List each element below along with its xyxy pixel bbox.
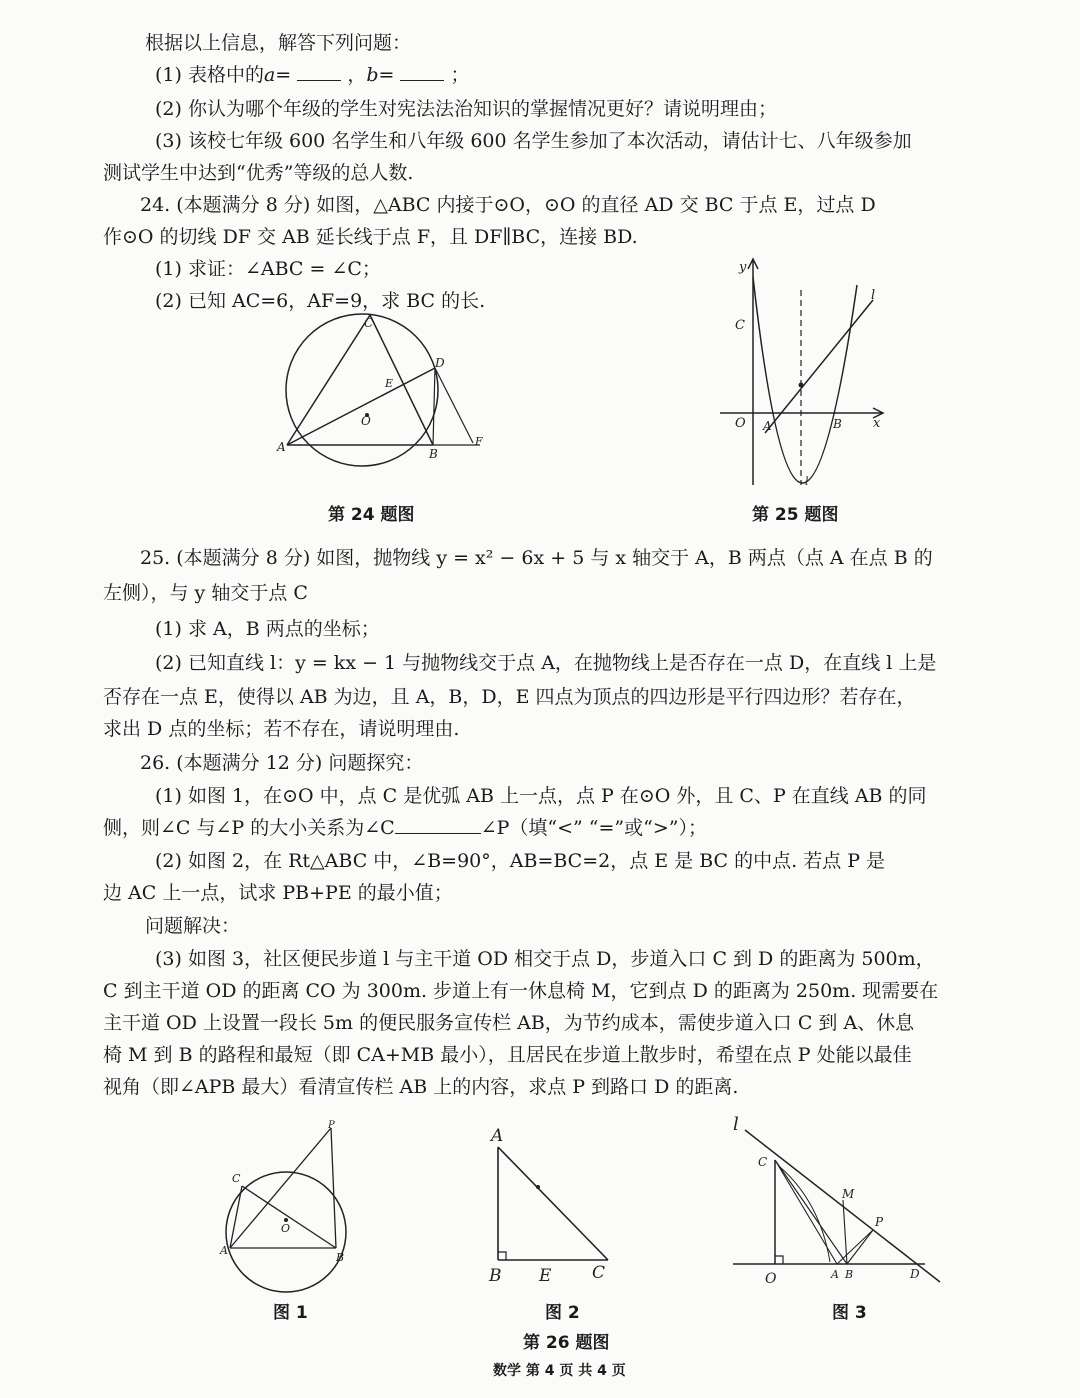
svg-text:E: E (385, 377, 394, 390)
svg-text:A: A (831, 1268, 839, 1281)
problem26-part3-c: 主干道 OD 上设置一段长 5m 的便民服务宣传栏 AB，为节约成本，需使步道入口 C 到 A、休息 (103, 1012, 915, 1034)
svg-text:D: D (435, 356, 445, 370)
problem26-part1-b: 侧，则∠C 与∠P 的大小关系为∠C ∠P（填“<” “=”或“>”）； (103, 817, 707, 839)
svg-text:C: C (592, 1263, 606, 1283)
svg-text:B: B (845, 1268, 854, 1281)
svg-text:B: B (489, 1266, 502, 1286)
svg-text:P: P (328, 1120, 335, 1131)
svg-text:A: A (220, 1244, 228, 1257)
svg-text:O: O (361, 414, 371, 428)
problem24-line-b: 作⊙O 的切线 DF 交 AB 延长线于点 F，且 DF∥BC，连接 BD. (103, 226, 638, 248)
svg-text:M: M (842, 1187, 855, 1201)
svg-text:A: A (277, 440, 286, 454)
caption-fig3: 图 3 (832, 1303, 867, 1323)
problem25-part2-a: (2) 已知直线 l：y = kx − 1 与抛物线交于点 A，在抛物线上是否存在一点 D，在直线 l 上是 (155, 652, 937, 674)
q2-line: (2) 你认为哪个年级的学生对宪法法治知识的掌握情况更好？请说明理由； (155, 98, 777, 120)
q1-line: (1) 表格中的a= ，b= ； (155, 64, 470, 86)
svg-text:x: x (873, 416, 881, 431)
problem25-line-b: 左侧），与 y 轴交于点 C (103, 582, 308, 604)
problem24-part2: (2) 已知 AC=6，AF=9，求 BC 的长. (155, 290, 486, 312)
problem26-part2-b: 边 AC 上一点，试求 PB+PE 的最小值； (103, 882, 453, 904)
svg-text:A: A (763, 419, 772, 433)
svg-text:B: B (429, 447, 438, 461)
svg-text:l: l (733, 1114, 739, 1135)
svg-text:O: O (281, 1222, 291, 1235)
problem26-part3-e: 视角（即∠APB 最大）看清宣传栏 AB 上的内容，求点 P 到路口 D 的距离. (103, 1076, 739, 1098)
svg-text:B: B (336, 1251, 345, 1264)
problem26-part3-d: 椅 M 到 B 的路程和最短（即 CA+MB 最小），且居民在步道上散步时，希望在点 P 处能以最佳 (103, 1044, 912, 1066)
svg-text:P: P (875, 1215, 884, 1229)
caption-fig2: 图 2 (545, 1303, 580, 1323)
figure-25 (715, 255, 895, 495)
caption-fig25: 第 25 题图 (752, 505, 839, 525)
problem25-part2-c: 求出 D 点的坐标；若不存在，请说明理由. (103, 718, 460, 740)
figure-26-2 (488, 1125, 628, 1285)
page-footer: 数学 第 4 页 共 4 页 (493, 1363, 626, 1379)
figure-26-3 (725, 1112, 945, 1287)
svg-text:y: y (739, 260, 747, 275)
problem26-part2-a: (2) 如图 2，在 Rt△ABC 中，∠B=90°，AB=BC=2，点 E 是 BC 的中点. 若点 P 是 (155, 850, 886, 872)
caption-fig24: 第 24 题图 (328, 505, 415, 525)
figure-24 (275, 305, 505, 461)
blank-a[interactable] (297, 62, 341, 81)
svg-text:l: l (871, 288, 876, 303)
figure-26-1 (218, 1120, 358, 1300)
svg-text:O: O (765, 1271, 777, 1287)
svg-text:l: l (805, 475, 809, 488)
caption-fig1: 图 1 (273, 1303, 308, 1323)
svg-text:A: A (491, 1126, 504, 1146)
blank-b[interactable] (400, 62, 444, 81)
q3-line-a: (3) 该校七年级 600 名学生和八年级 600 名学生参加了本次活动，请估计七、八年级参加 (155, 130, 912, 152)
svg-text:B: B (833, 417, 842, 431)
problem25-part2-b: 否存在一点 E，使得以 AB 为边，且 A，B，D，E 四点为顶点的四边形是平行四边形？若存在， (103, 686, 916, 708)
svg-text:C: C (758, 1155, 768, 1169)
problem25-part1: (1) 求 A，B 两点的坐标； (155, 618, 380, 640)
svg-text:F: F (475, 435, 483, 448)
problem26-part3-a: (3) 如图 3，社区便民步道 l 与主干道 OD 相交于点 D，步道入口 C 到 D 的距离为 500m， (155, 948, 935, 970)
svg-text:O: O (735, 416, 746, 431)
problem26-part3-b: C 到主干道 OD 的距离 CO 为 300m. 步道上有一休息椅 M，它到点 D 的距离为 250m. 现需要在 (103, 980, 939, 1002)
problem26-part1-a: (1) 如图 1，在⊙O 中，点 C 是优弧 AB 上一点，点 P 在⊙O 外，且 C、P 在直线 AB 的同 (155, 785, 927, 807)
svg-text:E: E (539, 1266, 552, 1286)
problem24-line-a: 24. (本题满分 8 分) 如图，△ABC 内接于⊙O，⊙O 的直径 AD 交 BC 于点 E，过点 D (140, 194, 876, 216)
blank-compare[interactable] (395, 815, 481, 834)
intro-line: 根据以上信息，解答下列问题： (145, 32, 412, 54)
problem25-line-a: 25. (本题满分 8 分) 如图，抛物线 y = x² − 6x + 5 与 x 轴交于 A，B 两点（点 A 在点 B 的 (140, 547, 933, 569)
q3-line-b: 测试学生中达到“优秀”等级的总人数. (103, 162, 414, 184)
svg-text:C: C (364, 316, 374, 330)
problem26-heading: 26. (本题满分 12 分) 问题探究： (140, 752, 424, 774)
svg-text:C: C (232, 1172, 241, 1185)
problem24-part1: (1) 求证：∠ABC = ∠C； (155, 258, 381, 280)
problem-solve-heading: 问题解决： (145, 915, 241, 937)
svg-text:C: C (735, 318, 745, 333)
caption-fig26: 第 26 题图 (523, 1333, 610, 1353)
svg-text:D: D (910, 1267, 920, 1281)
